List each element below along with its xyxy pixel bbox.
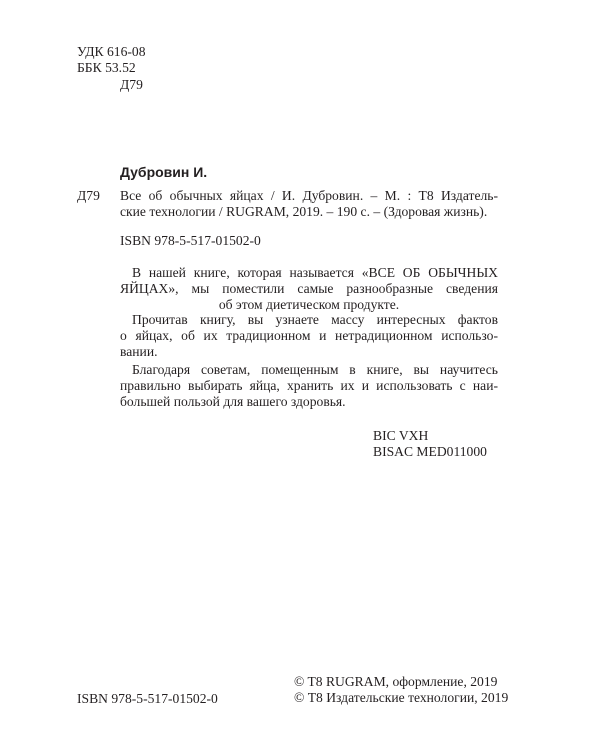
- record-cutter-code: Д79: [77, 188, 100, 203]
- bibliographic-description: [120, 188, 498, 220]
- bic-code: BIC VXH: [373, 428, 429, 443]
- annotation-line: большей пользой для вашего здоровья.: [120, 394, 346, 409]
- annotation-paragraph-3: [120, 362, 498, 410]
- annotation-line: В нашей книге, которая называется «ВСЕ ОБ ОБЫЧНЫХ: [132, 265, 498, 280]
- footer-isbn: ISBN 978-5-517-01502-0: [77, 691, 218, 706]
- annotation-line: Прочитав книгу, вы узнаете массу интересных фактов: [132, 312, 498, 327]
- annotation-paragraph-2: [120, 312, 498, 360]
- record-isbn: ISBN 978-5-517-01502-0: [120, 233, 261, 248]
- description-line: ские технологии / RUGRAM, 2019. – 190 с. – (Здоровая жизнь).: [120, 204, 488, 219]
- annotation-line: о яйцах, об их традиционном и нетрадиционном использо-: [120, 328, 498, 343]
- annotation-paragraph-1: [120, 265, 498, 313]
- annotation-line: ЯЙЦАХ», мы поместили самые разнообразные сведения: [120, 281, 498, 296]
- copyright-publisher: © Т8 Издательские технологии, 2019: [294, 690, 509, 705]
- cutter-code: Д79: [120, 77, 143, 92]
- author-heading: Дубровин И.: [120, 164, 208, 180]
- bbk-code: ББК 53.52: [77, 60, 136, 75]
- annotation-line: Благодаря советам, помещенным в книге, вы научитесь: [132, 362, 498, 377]
- annotation-line: правильно выбирать яйца, хранить их и использовать с наи-: [120, 378, 498, 393]
- bisac-code: BISAC MED011000: [373, 444, 487, 459]
- annotation-line: вании.: [120, 344, 158, 359]
- annotation-line: об этом диетическом продукте.: [218, 297, 400, 312]
- description-line: Все об обычных яйцах / И. Дубровин. – М. : Т8 Издатель-: [120, 188, 498, 203]
- udk-code: УДК 616-08: [77, 44, 146, 59]
- copyright-design: © T8 RUGRAM, оформление, 2019: [294, 674, 498, 689]
